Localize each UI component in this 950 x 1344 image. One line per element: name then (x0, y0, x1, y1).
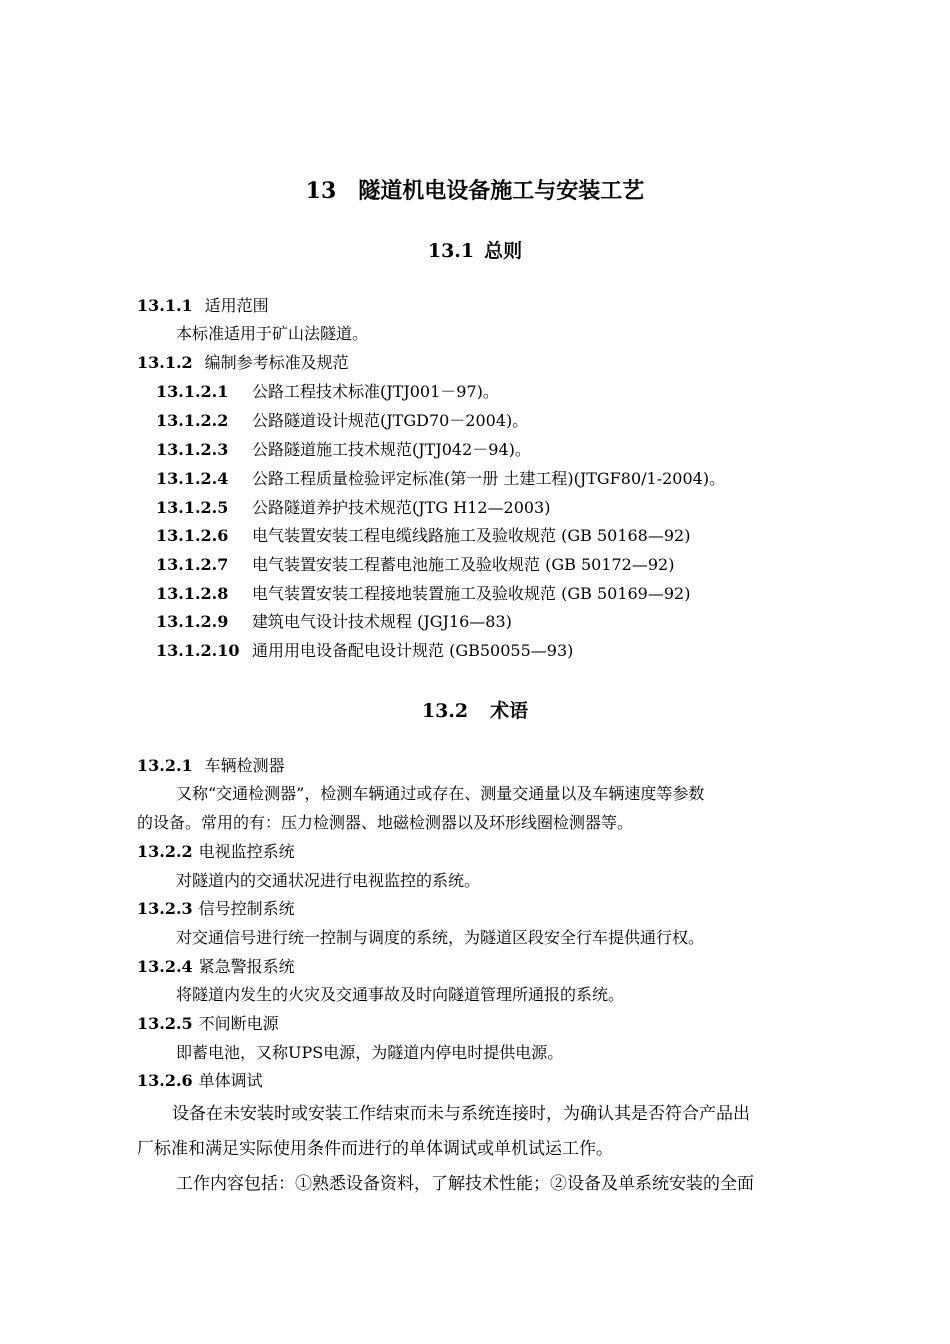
chapter-title-text: 隧道机电设备施工与安装工艺 (358, 179, 645, 204)
term-heading (137, 842, 295, 862)
clause-number: 13.1.2 (137, 353, 193, 372)
term-text: 设备在未安装时或安装工作结束而未与系统连接时，为确认其是否符合产品出 (172, 1104, 750, 1124)
standard-item (156, 440, 531, 460)
clause-title: 编制参考标准及规范 (204, 353, 349, 372)
clause-number: 13.1.1 (137, 296, 193, 315)
term-heading (137, 1014, 279, 1034)
item-text: 公路隧道养护技术规范(JTG H12—2003) (252, 498, 551, 517)
item-text: 建筑电气设计技术规程 (JGJ16—83) (252, 612, 512, 631)
term-text: 厂标准和满足实际使用条件而进行的单体调试或单机试运工作。 (137, 1139, 613, 1159)
section-title: 总则 (484, 240, 523, 262)
item-number: 13.1.2.10 (156, 641, 240, 660)
term-title: 车辆检测器 (204, 756, 285, 775)
item-number: 13.1.2.5 (156, 498, 229, 517)
standard-item (156, 555, 674, 575)
term-text: 工作内容包括：①熟悉设备资料，了解技术性能；②设备及单系统安装的全面 (176, 1174, 754, 1194)
term-number: 13.2.3 (137, 899, 193, 918)
item-number: 13.1.2.4 (156, 469, 229, 488)
item-number: 13.1.2.6 (156, 526, 229, 545)
term-title: 电视监控系统 (198, 842, 295, 861)
item-text: 公路隧道施工技术规范(JTJ042－94)。 (252, 440, 531, 459)
section-title: 术语 (490, 700, 529, 722)
standard-item (156, 641, 573, 661)
term-number: 13.2.4 (137, 957, 193, 976)
term-text: 将隧道内发生的火灾及交通事故及时向隧道管理所通报的系统。 (176, 985, 625, 1004)
item-text: 电气装置安装工程电缆线路施工及验收规范 (GB 50168—92) (252, 526, 691, 545)
standard-item (156, 612, 512, 632)
standard-item (156, 382, 499, 402)
term-title: 单体调试 (198, 1071, 263, 1090)
item-text: 电气装置安装工程蓄电池施工及验收规范 (GB 50172—92) (252, 555, 675, 574)
clause-heading (137, 353, 349, 373)
term-number: 13.2.5 (137, 1014, 193, 1033)
standard-item (156, 469, 725, 489)
term-title: 信号控制系统 (198, 899, 295, 918)
section-number: 13.2 (421, 700, 469, 722)
item-text: 公路隧道设计规范(JTGD70－2004)。 (252, 411, 529, 430)
item-text: 电气装置安装工程接地装置施工及验收规范 (GB 50169—92) (252, 584, 691, 603)
clause-text: 本标准适用于矿山法隧道。 (176, 324, 369, 343)
term-text: 即蓄电池，又称UPS电源，为隧道内停电时提供电源。 (176, 1043, 564, 1062)
item-number: 13.1.2.9 (156, 612, 229, 631)
section-heading-terms (0, 696, 950, 723)
chapter-number: 13 (305, 178, 337, 204)
term-text: 对隧道内的交通状况进行电视监控的系统。 (176, 871, 481, 890)
section-heading-general (0, 236, 950, 263)
term-number: 13.2.1 (137, 756, 193, 775)
term-title: 不间断电源 (198, 1014, 279, 1033)
item-number: 13.1.2.3 (156, 440, 229, 459)
term-heading (137, 756, 285, 776)
term-number: 13.2.6 (137, 1071, 193, 1090)
term-text: 的设备。常用的有：压力检测器、地磁检测器以及环形线圈检测器等。 (137, 813, 634, 832)
term-heading (137, 957, 295, 977)
term-text: 又称“交通检测器”，检测车辆通过或存在、测量交通量以及车辆速度等参数 (176, 784, 705, 803)
clause-heading (137, 296, 269, 316)
item-text: 通用用电设备配电设计规范 (GB50055—93) (252, 641, 574, 660)
term-heading (137, 1071, 263, 1091)
chapter-title (0, 174, 950, 205)
standard-item (156, 526, 690, 546)
item-text: 公路工程技术标准(JTJ001－97)。 (252, 382, 499, 401)
clause-title: 适用范围 (204, 296, 269, 315)
term-heading (137, 899, 295, 919)
item-number: 13.1.2.8 (156, 584, 229, 603)
section-number: 13.1 (427, 240, 475, 262)
term-text: 对交通信号进行统一控制与调度的系统，为隧道区段安全行车提供通行权。 (176, 928, 705, 947)
standard-item (156, 584, 690, 604)
standard-item (156, 498, 550, 518)
item-number: 13.1.2.2 (156, 411, 229, 430)
item-text: 公路工程质量检验评定标准(第一册 土建工程)(JTGF80/1-2004)。 (252, 469, 726, 488)
term-title: 紧急警报系统 (198, 957, 295, 976)
term-number: 13.2.2 (137, 842, 193, 861)
item-number: 13.1.2.7 (156, 555, 229, 574)
standard-item (156, 411, 528, 431)
item-number: 13.1.2.1 (156, 382, 229, 401)
